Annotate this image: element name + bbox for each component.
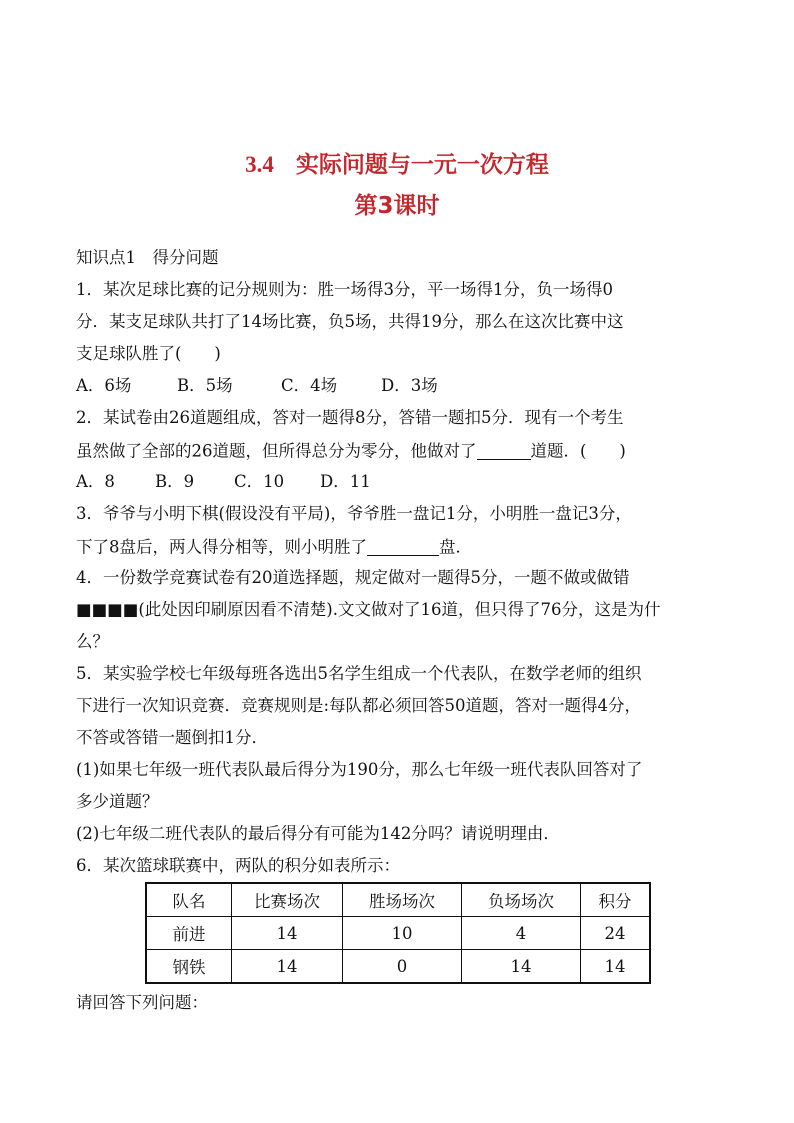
- q1-line-1: 1．某次足球比赛的记分规则为：胜一场得3分，平一场得1分，负一场得0: [76, 280, 613, 299]
- table-cell: 4: [462, 917, 581, 950]
- q5-line-2: 下进行一次知识竞赛．竞赛规则是:每队都必须回答50道题，答对一题得4分，: [76, 696, 642, 715]
- table-cell: 24: [581, 917, 651, 950]
- table-cell: 10: [343, 917, 462, 950]
- table-cell: 14: [462, 950, 581, 984]
- q2-options: [76, 474, 371, 491]
- table-header: 胜场场次: [343, 883, 462, 917]
- q1-option-b: B．5场: [177, 376, 233, 395]
- table-header: 积分: [581, 883, 651, 917]
- q2-option-d: D．11: [320, 472, 371, 491]
- lesson-title: 第3课时: [354, 193, 440, 219]
- q6-intro: 6．某次篮球联赛中，两队的积分如表所示：: [76, 856, 400, 875]
- table-header: 负场场次: [462, 883, 581, 917]
- section-number: 3.4: [245, 152, 274, 177]
- q1-line-3: 支足球队胜了( ): [76, 344, 221, 363]
- q5-part1-line-1: (1)如果七年级一班代表队最后得分为190分，那么七年级一班代表队回答对了: [76, 760, 643, 779]
- table-header: 比赛场次: [232, 883, 343, 917]
- table-cell: 钢铁: [146, 950, 232, 984]
- table-row: [146, 950, 650, 984]
- q6-followup: 请回答下列问题：: [76, 993, 208, 1012]
- q2-text-a: 虽然做了全部的26道题，但所得总分为零分，他做对了: [76, 441, 477, 461]
- q3-text-b: 盘．: [439, 537, 472, 557]
- table-header: 队名: [146, 883, 232, 917]
- q2-line-2: [76, 442, 626, 460]
- q3-line-2: [76, 538, 472, 556]
- q4-line-2: ■■■■(此处因印刷原因看不清楚).文文做对了16道，但只得了76分，这是为什: [76, 600, 661, 619]
- table-cell: 14: [232, 917, 343, 950]
- q1-option-d: D．3场: [381, 376, 438, 395]
- q4-line-1: 4．一份数学竞赛试卷有20道选择题，规定做对一题得5分，一题不做或做错: [76, 568, 630, 587]
- q1-line-2: 分．某支足球队共打了14场比赛，负5场，共得19分，那么在这次比赛中这: [76, 312, 624, 331]
- section-name: 实际问题与一元一次方程: [295, 152, 549, 178]
- table-cell: 前进: [146, 917, 232, 950]
- q3-text-a: 下了8盘后，两人得分相等，则小明胜了: [76, 537, 367, 557]
- q5-line-1: 5．某实验学校七年级每班各选出5名学生组成一个代表队，在数学老师的组织: [76, 664, 642, 683]
- q2-line-1: 2．某试卷由26道题组成，答对一题得8分，答错一题扣5分．现有一个考生: [76, 408, 624, 427]
- q2-text-b: 道题．( ): [530, 441, 626, 461]
- score-table: [145, 882, 651, 984]
- table-header-row: [146, 883, 650, 917]
- q2-option-a: A．8: [76, 472, 115, 491]
- knowledge-point-heading: 知识点1 得分问题: [76, 248, 219, 267]
- q2-option-c: C．10: [234, 472, 285, 491]
- table-cell: 14: [581, 950, 651, 984]
- table-row: [146, 917, 650, 950]
- q1-options: [76, 378, 438, 395]
- q5-part2: (2)七年级二班代表队的最后得分有可能为142分吗？请说明理由．: [76, 824, 560, 843]
- q3-line-1: 3．爷爷与小明下棋(假设没有平局)，爷爷胜一盘记1分，小明胜一盘记3分，: [76, 504, 632, 523]
- table-cell: 0: [343, 950, 462, 984]
- q4-line-3: 么？: [76, 632, 109, 651]
- q5-part1-line-2: 多少道题？: [76, 792, 159, 811]
- table-cell: 14: [232, 950, 343, 984]
- q3-answer-blank: [367, 538, 439, 556]
- q2-answer-blank: [477, 442, 531, 460]
- section-title: [0, 146, 794, 179]
- q1-option-c: C．4场: [281, 376, 338, 395]
- q1-option-a: A．6场: [76, 376, 132, 395]
- q5-line-3: 不答或答错一题倒扣1分．: [76, 728, 268, 747]
- q2-option-b: B．9: [155, 472, 195, 491]
